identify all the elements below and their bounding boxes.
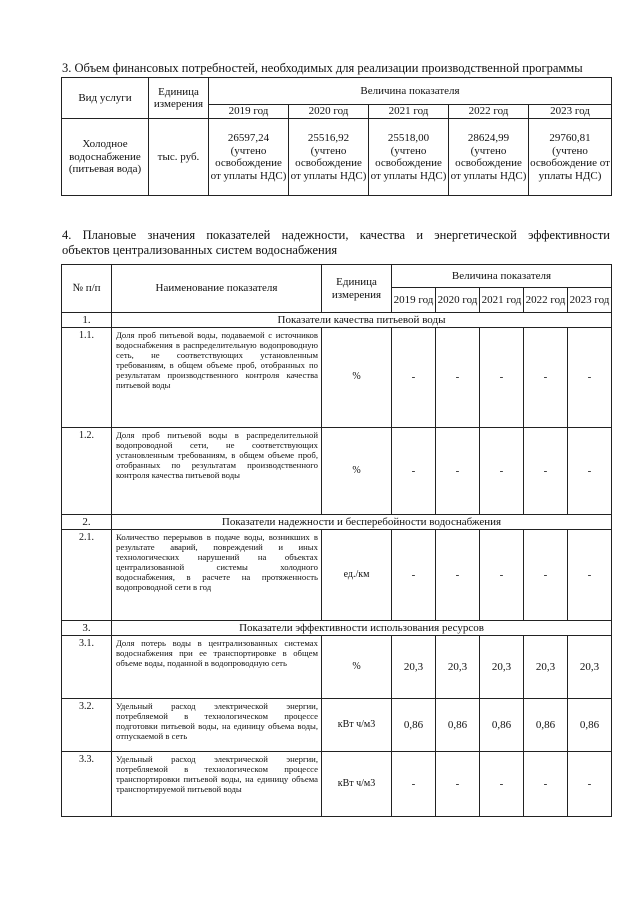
indicator-value: - — [392, 530, 436, 621]
header-year: 2023 год — [568, 288, 612, 313]
header-num: № п/п — [62, 265, 112, 313]
indicator-value: - — [436, 752, 480, 817]
value-cell: 28624,99 (учтено освобождение от уплаты НДС) — [449, 119, 529, 196]
category-title: Показатели качества питьевой воды — [112, 313, 612, 328]
header-year: 2023 год — [529, 105, 612, 119]
row-number: 3.3. — [62, 752, 112, 817]
service-name: Холодное водоснабжение (питьевая вода) — [62, 119, 149, 196]
indicator-name: Доля потерь воды в централизованных системах водоснабжения при ее транспортировке в общем объеме воды, поданной в водопроводную сеть — [112, 636, 322, 699]
indicator-value: 20,3 — [568, 636, 612, 699]
value-cell: 26597,24 (учтено освобождение от уплаты НДС) — [209, 119, 289, 196]
indicator-unit: % — [322, 328, 392, 428]
header-year: 2020 год — [289, 105, 369, 119]
indicator-value: 0,86 — [436, 699, 480, 752]
indicator-row — [62, 328, 612, 428]
indicator-row — [62, 428, 612, 515]
indicator-value: - — [436, 530, 480, 621]
header-unit: Единица измерения — [149, 78, 209, 119]
header-service: Вид услуги — [62, 78, 149, 119]
category-title: Показатели эффективности использования ресурсов — [112, 621, 612, 636]
indicator-unit: % — [322, 636, 392, 699]
row-number: 2.1. — [62, 530, 112, 621]
indicator-row — [62, 530, 612, 621]
indicator-value: - — [480, 530, 524, 621]
indicator-value: - — [568, 428, 612, 515]
indicator-value: - — [480, 752, 524, 817]
indicator-name: Доля проб питьевой воды, подаваемой с источников водоснабжения в распределительную водопроводную сеть, не соответствующих установленным требованиям, в общем объеме проб, отобранных по результатам производственного контроля качества питьевой воды — [112, 328, 322, 428]
financial-needs-table — [61, 77, 612, 196]
section-4-title-line-2: объектов централизованных систем водоснабжения — [62, 243, 338, 257]
header-year: 2021 год — [369, 105, 449, 119]
indicator-name: Количество перерывов в подаче воды, возникших в результате аварий, повреждений и иных технологических нарушений на объектах централизованной системы холодного водоснабжения, в расчете на протяженность водопроводной сети в год — [112, 530, 322, 621]
header-value: Величина показателя — [392, 265, 612, 288]
header-year: 2022 год — [524, 288, 568, 313]
value-cell: 25516,92 (учтено освобождение от уплаты НДС) — [289, 119, 369, 196]
category-row — [62, 621, 612, 636]
category-row — [62, 515, 612, 530]
indicators-table — [61, 264, 612, 817]
indicator-value: 0,86 — [392, 699, 436, 752]
indicator-unit: кВт ч/м3 — [322, 699, 392, 752]
service-unit: тыс. руб. — [149, 119, 209, 196]
indicator-value: 20,3 — [480, 636, 524, 699]
indicator-value: - — [524, 530, 568, 621]
section-4-title-line-1: 4. Плановые значения показателей надежности, качества и энергетической эффективности — [62, 228, 610, 242]
indicator-unit: ед./км — [322, 530, 392, 621]
value-cell: 29760,81 (учтено освобождение от уплаты НДС) — [529, 119, 612, 196]
indicator-value: 20,3 — [392, 636, 436, 699]
header-unit: Единица измерения — [322, 265, 392, 313]
indicator-value: 20,3 — [524, 636, 568, 699]
indicator-name: Удельный расход электрической энергии, потребляемой в технологическом процессе подготовки питьевой воды, на единицу объема воды, отпускаемой в сеть — [112, 699, 322, 752]
indicator-value: - — [392, 328, 436, 428]
indicator-value: - — [568, 328, 612, 428]
row-number: 3.2. — [62, 699, 112, 752]
indicator-value: - — [524, 428, 568, 515]
header-year: 2019 год — [392, 288, 436, 313]
indicator-value: - — [568, 752, 612, 817]
category-row — [62, 313, 612, 328]
value-cell: 25518,00 (учтено освобождение от уплаты НДС) — [369, 119, 449, 196]
row-number: 1.2. — [62, 428, 112, 515]
indicator-unit: % — [322, 428, 392, 515]
indicator-name: Доля проб питьевой воды в распределительной водопроводной сети, не соответствующих установленным требованиям, в общем объеме проб, отобранных по результатам производственного контроля качества питьевой воды — [112, 428, 322, 515]
header-name: Наименование показателя — [112, 265, 322, 313]
indicator-value: - — [480, 328, 524, 428]
indicator-value: 0,86 — [480, 699, 524, 752]
row-number: 1.1. — [62, 328, 112, 428]
indicator-row — [62, 636, 612, 699]
section-4-title — [62, 228, 610, 258]
indicator-row — [62, 752, 612, 817]
indicator-value: - — [480, 428, 524, 515]
row-number: 1. — [62, 313, 112, 328]
row-number: 2. — [62, 515, 112, 530]
indicator-value: - — [524, 752, 568, 817]
indicator-value: - — [436, 328, 480, 428]
indicator-value: 0,86 — [524, 699, 568, 752]
header-year: 2019 год — [209, 105, 289, 119]
header-value: Величина показателя — [209, 78, 612, 105]
header-year: 2020 год — [436, 288, 480, 313]
category-title: Показатели надежности и бесперебойности водоснабжения — [112, 515, 612, 530]
indicator-unit: кВт ч/м3 — [322, 752, 392, 817]
indicator-value: - — [392, 428, 436, 515]
section-3-title: 3. Объем финансовых потребностей, необходимых для реализации производственной программы — [62, 61, 583, 75]
indicator-value: 20,3 — [436, 636, 480, 699]
header-year: 2022 год — [449, 105, 529, 119]
indicator-value: 0,86 — [568, 699, 612, 752]
row-number: 3.1. — [62, 636, 112, 699]
indicator-value: - — [436, 428, 480, 515]
indicator-value: - — [524, 328, 568, 428]
indicator-value: - — [568, 530, 612, 621]
indicator-name: Удельный расход электрической энергии, потребляемой в технологическом процессе транспортировки питьевой воды, на единицу объема транспортируемой питьевой воды — [112, 752, 322, 817]
indicator-value: - — [392, 752, 436, 817]
header-year: 2021 год — [480, 288, 524, 313]
row-number: 3. — [62, 621, 112, 636]
indicator-row — [62, 699, 612, 752]
